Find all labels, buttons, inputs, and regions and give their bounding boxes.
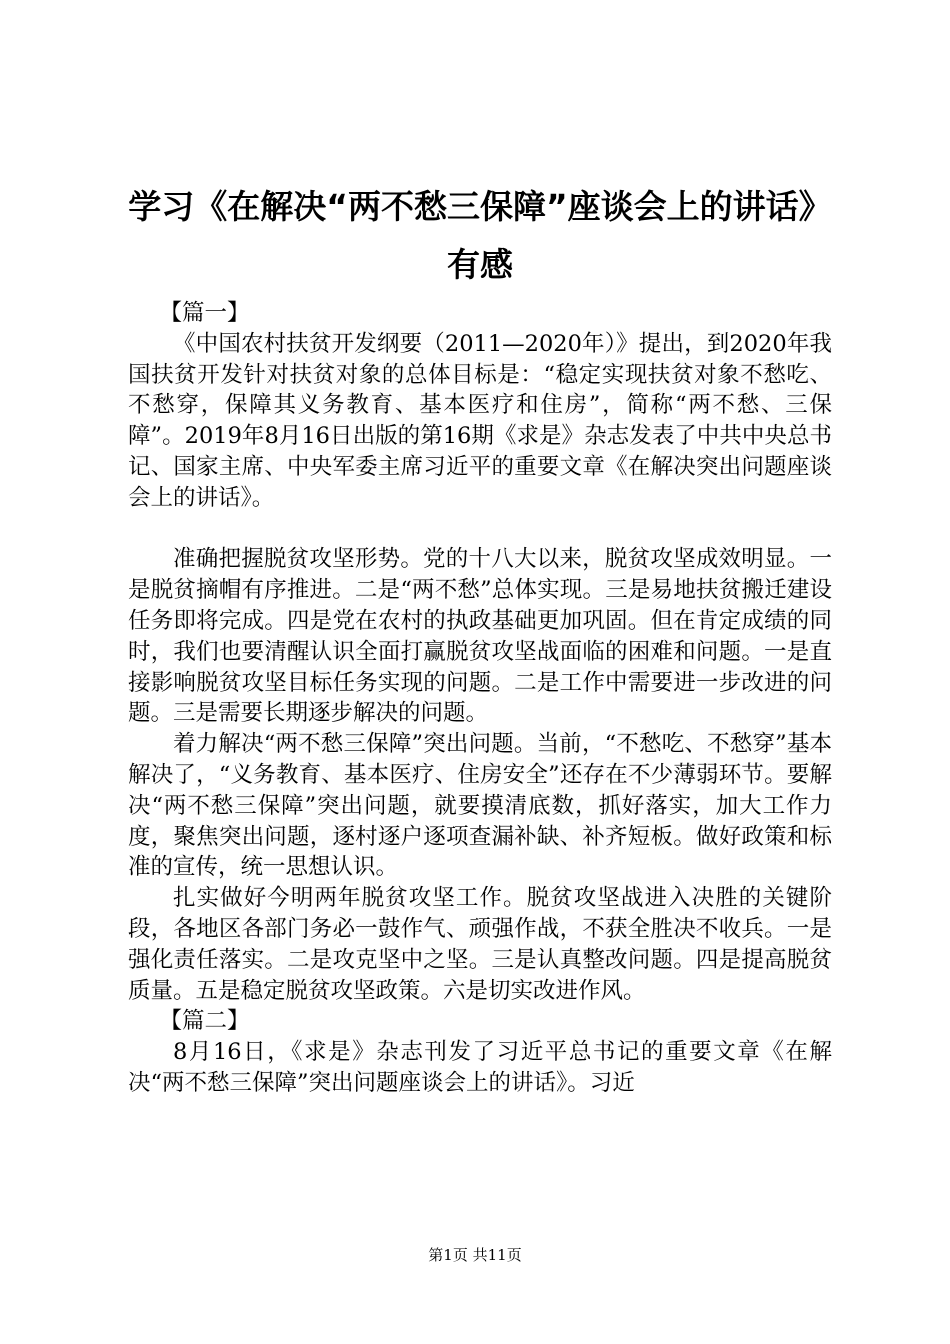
document-body [128,298,832,1099]
paragraph: 准确把握脱贫攻坚形势。党的十八大以来，脱贫攻坚成效明显。一是脱贫摘帽有序推进。二是“两不愁”总体实现。三是易地扶贫搬迁建设任务即将完成。四是党在农村的执政基础更加巩固。但在肯定成绩的同时，我们也要清醒认识全面打赢脱贫攻坚战面临的困难和问题。一是直接影响脱贫攻坚目标任务实现的问题。二是工作中需要进一步改进的问题。三是需要长期逐步解决的问题。 [128,546,832,727]
section-heading-1: 【篇一】 [159,300,250,326]
section-heading-2: 【篇二】 [159,1008,250,1035]
paragraph: 8月16日，《求是》杂志刊发了习近平总书记的重要文章《在解决“两不愁三保障”突出问题座谈会上的讲话》。习近 [128,1039,832,1096]
paragraph: 着力解决“两不愁三保障”突出问题。当前，“不愁吃、不愁穿”基本解决了，“义务教育、基本医疗、住房安全”还存在不少薄弱环节。要解决“两不愁三保障”突出问题，就要摸清底数，抓好落实，加大工作力度，聚焦突出问题，逐村逐户逐项查漏补缺、补齐短板。做好政策和标准的宣传，统一思想认识。 [128,731,832,881]
page-footer: 第1页 共11页 [428,1246,522,1264]
paragraph: 扎实做好今明两年脱贫攻坚工作。脱贫攻坚战进入决胜的关键阶段，各地区各部门务必一鼓作气、顽强作战，不获全胜决不收兵。一是强化责任落实。二是攻克坚中之坚。三是认真整改问题。四是提高脱贫质量。五是稳定脱贫攻坚政策。六是切实改进作风。 [128,885,832,1004]
document-title: 学习《在解决“两不愁三保障”座谈会上的讲话》有感 [128,187,832,284]
paragraph: 《中国农村扶贫开发纲要（2011—2020年）》提出，到2020年我国扶贫开发针对扶贫对象的总体目标是：“稳定实现扶贫对象不愁吃、不愁穿，保障其义务教育、基本医疗和住房”，简称“两不愁、三保障”。2019年8月16日出版的第16期《求是》杂志发表了中共中央总书记、国家主席、中央军委主席习近平的重要文章《在解决突出问题座谈会上的讲话》。 [128,330,832,511]
